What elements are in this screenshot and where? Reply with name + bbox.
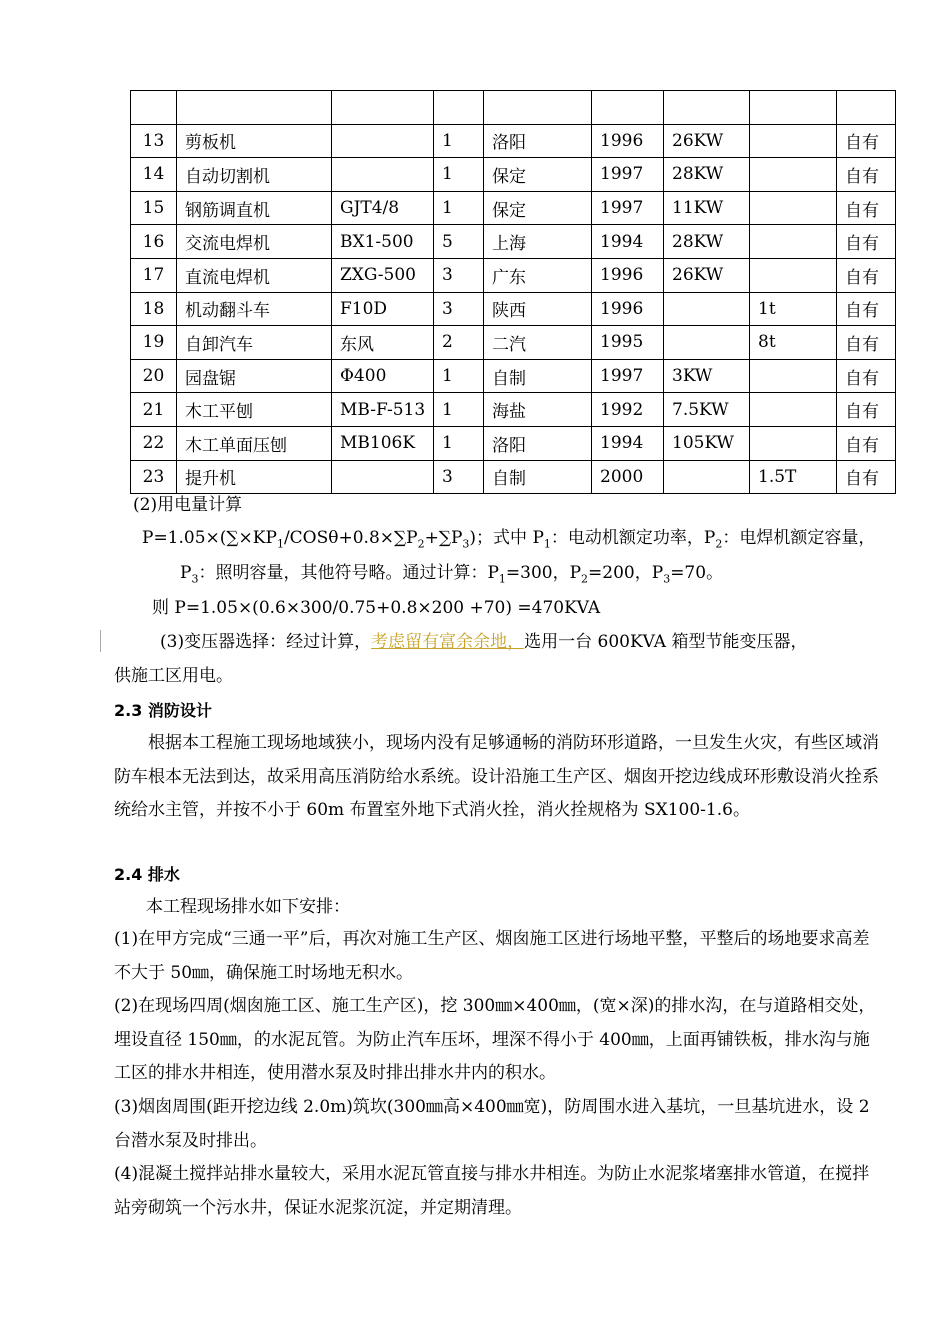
cell-qty: 1 (434, 426, 484, 460)
cell-model: ZXG-500 (332, 258, 434, 292)
highlighted-text: 考虑留有富余余地， (371, 632, 525, 652)
cell-qty: 1 (434, 191, 484, 225)
cell-model: BX1-500 (332, 225, 434, 259)
power-result: 则 P=1.05×(0.6×300/0.75+0.8×200 +70) =470KVA (152, 598, 601, 618)
cell-name: 木工平刨 (177, 393, 332, 427)
cell-capacity (750, 124, 837, 158)
cell-capacity (750, 258, 837, 292)
cell-origin: 二汽 (484, 326, 592, 360)
cell-year: 1994 (592, 225, 664, 259)
cell-name: 直流电焊机 (177, 258, 332, 292)
cell-name: 木工单面压刨 (177, 426, 332, 460)
table-row (131, 393, 896, 427)
cell-no: 16 (131, 225, 177, 259)
table-row (131, 191, 896, 225)
table-cell (837, 91, 896, 125)
cell-name: 剪板机 (177, 124, 332, 158)
drainage-item-1: (1)在甲方完成“三通一平”后，再次对施工生产区、烟囱施工区进行场地平整，平整后的场地要求高差不大于 50㎜，确保施工时场地无积水。 (114, 929, 870, 983)
cell-year: 1996 (592, 258, 664, 292)
cell-year: 1995 (592, 326, 664, 360)
cell-year: 1997 (592, 158, 664, 192)
table-cell (664, 91, 750, 125)
cell-power (664, 292, 750, 326)
table-row (131, 124, 896, 158)
drainage-item-3: (3)烟囱周围(距开挖边线 2.0m)筑坎(300㎜高×400㎜宽)，防周围水进入基坑，一旦基坑进水，设 2 台潜水泵及时排出。 (114, 1097, 870, 1151)
fire-heading: 2.3 消防设计 (114, 701, 212, 720)
cell-year: 1997 (592, 359, 664, 393)
drainage-heading: 2.4 排水 (114, 865, 180, 884)
cell-year: 1996 (592, 124, 664, 158)
power-formula-line-2: $P_3$：照明容量，其他符号略。通过计算：$P_1=300$，$P_2=200$，$P_3=70$。 (180, 563, 724, 586)
cell-model (332, 124, 434, 158)
cell-no: 23 (131, 460, 177, 494)
cell-no: 13 (131, 124, 177, 158)
cell-qty: 1 (434, 359, 484, 393)
cell-power: 11KW (664, 191, 750, 225)
table-row (131, 158, 896, 192)
cell-owner: 自有 (837, 225, 896, 259)
cell-owner: 自有 (837, 124, 896, 158)
cell-no: 19 (131, 326, 177, 360)
cell-power (664, 460, 750, 494)
equipment-table (130, 90, 896, 494)
cell-year: 2000 (592, 460, 664, 494)
cell-origin: 海盐 (484, 393, 592, 427)
cell-name: 交流电焊机 (177, 225, 332, 259)
transformer-line: (3)变压器选择：经过计算，考虑留有富余余地，选用一台 600KVA 箱型节能变压器， (160, 632, 808, 652)
drainage-item-4: (4)混凝土搅拌站排水量较大，采用水泥瓦管直接与排水井相连。为防止水泥浆堵塞排水管道，在搅拌站旁砌筑一个污水井，保证水泥浆沉淀，并定期清理。 (114, 1164, 870, 1218)
cell-name: 提升机 (177, 460, 332, 494)
cell-capacity: 8t (750, 326, 837, 360)
cell-model: MB-F-513 (332, 393, 434, 427)
cell-power (664, 326, 750, 360)
cell-capacity (750, 426, 837, 460)
cell-owner: 自有 (837, 359, 896, 393)
cell-power: 28KW (664, 225, 750, 259)
cell-power: 26KW (664, 258, 750, 292)
table-row (131, 258, 896, 292)
table-row (131, 460, 896, 494)
table-row (131, 426, 896, 460)
cell-name: 机动翻斗车 (177, 292, 332, 326)
cell-no: 22 (131, 426, 177, 460)
cell-capacity: 1t (750, 292, 837, 326)
cell-qty: 5 (434, 225, 484, 259)
cell-name: 钢筋调直机 (177, 191, 332, 225)
table-cell (177, 91, 332, 125)
cell-name: 自卸汽车 (177, 326, 332, 360)
cell-capacity (750, 359, 837, 393)
cell-origin: 保定 (484, 191, 592, 225)
cell-model: Φ400 (332, 359, 434, 393)
cell-owner: 自有 (837, 326, 896, 360)
cell-no: 14 (131, 158, 177, 192)
cell-no: 17 (131, 258, 177, 292)
cell-capacity: 1.5T (750, 460, 837, 494)
table-row (131, 225, 896, 259)
table-cell (434, 91, 484, 125)
cell-power: 3KW (664, 359, 750, 393)
cell-power: 26KW (664, 124, 750, 158)
cell-name: 自动切割机 (177, 158, 332, 192)
table-cell (592, 91, 664, 125)
cell-origin: 自制 (484, 359, 592, 393)
cell-year: 1994 (592, 426, 664, 460)
table-cell (484, 91, 592, 125)
equipment-table-body (131, 91, 896, 494)
cell-model (332, 460, 434, 494)
cell-no: 18 (131, 292, 177, 326)
cell-owner: 自有 (837, 393, 896, 427)
power-formula-line: $P=1.05\times(\sum\times KP_1/COS\theta+0.8\times\sum P_2+\sum P_3)$；式中 $P_1$：电动机额定功率，$P_2$：电焊机额定容量， (142, 528, 876, 551)
cell-power: 105KW (664, 426, 750, 460)
cell-capacity (750, 158, 837, 192)
cell-origin: 上海 (484, 225, 592, 259)
table-row (131, 359, 896, 393)
revision-margin-mark (100, 630, 101, 652)
cell-origin: 洛阳 (484, 124, 592, 158)
cell-qty: 1 (434, 124, 484, 158)
cell-year: 1992 (592, 393, 664, 427)
cell-origin: 保定 (484, 158, 592, 192)
cell-model (332, 158, 434, 192)
cell-capacity (750, 225, 837, 259)
cell-qty: 3 (434, 292, 484, 326)
drainage-item-2: (2)在现场四周(烟囱施工区、施工生产区)，挖 300㎜×400㎜，(宽×深)的排水沟，在与道路相交处，埋设直径 150㎜，的水泥瓦管。为防止汽车压坏，埋深不得小于 400㎜，上面再铺铁板，排水沟与施工区的排水井相连，使用潜水泵及时排出排水井内的积水。 (114, 996, 876, 1083)
cell-name: 园盘锯 (177, 359, 332, 393)
cell-year: 1997 (592, 191, 664, 225)
cell-owner: 自有 (837, 426, 896, 460)
cell-power: 28KW (664, 158, 750, 192)
drainage-intro: 本工程现场排水如下安排： (146, 897, 350, 917)
table-row (131, 292, 896, 326)
cell-qty: 1 (434, 393, 484, 427)
cell-year: 1996 (592, 292, 664, 326)
table-cell (332, 91, 434, 125)
cell-capacity (750, 393, 837, 427)
cell-origin: 陕西 (484, 292, 592, 326)
cell-capacity (750, 191, 837, 225)
table-row-blank (131, 91, 896, 125)
cell-owner: 自有 (837, 258, 896, 292)
table-cell (750, 91, 837, 125)
cell-qty: 1 (434, 158, 484, 192)
cell-no: 21 (131, 393, 177, 427)
cell-owner: 自有 (837, 158, 896, 192)
transformer-line-2: 供施工区用电。 (114, 666, 233, 686)
cell-model: GJT4/8 (332, 191, 434, 225)
table-row (131, 326, 896, 360)
table-cell (131, 91, 177, 125)
cell-owner: 自有 (837, 191, 896, 225)
power-calc-heading: (2)用电量计算 (133, 495, 243, 515)
cell-no: 15 (131, 191, 177, 225)
cell-qty: 3 (434, 460, 484, 494)
cell-owner: 自有 (837, 460, 896, 494)
fire-paragraph: 根据本工程施工现场地域狭小，现场内没有足够通畅的消防环形道路，一旦发生火灾，有些区域消防车根本无法到达，故采用高压消防给水系统。设计沿施工生产区、烟囱开挖边线成环形敷设消火拴系统给水主管，并按不小于 60m 布置室外地下式消火拴，消火拴规格为 SX100-1.6。 (114, 733, 879, 820)
cell-origin: 自制 (484, 460, 592, 494)
cell-power: 7.5KW (664, 393, 750, 427)
cell-model: 东风 (332, 326, 434, 360)
cell-qty: 2 (434, 326, 484, 360)
cell-model: F10D (332, 292, 434, 326)
cell-owner: 自有 (837, 292, 896, 326)
cell-qty: 3 (434, 258, 484, 292)
cell-no: 20 (131, 359, 177, 393)
cell-model: MB106K (332, 426, 434, 460)
cell-origin: 洛阳 (484, 426, 592, 460)
cell-origin: 广东 (484, 258, 592, 292)
